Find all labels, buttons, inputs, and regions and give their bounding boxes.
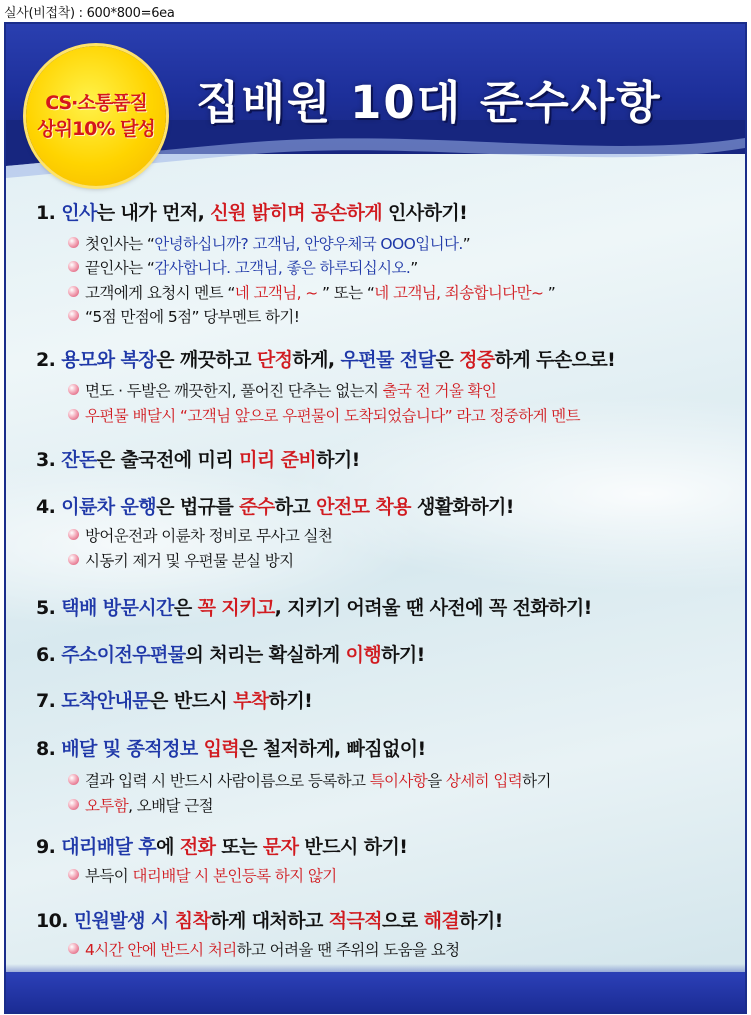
text-segment: 택배 방문시간 [61, 597, 174, 619]
text-segment: 꼭 지키고 [197, 597, 275, 619]
text-segment: 반드시 하기! [298, 836, 408, 858]
text-segment: 는 내가 먼저, [96, 202, 211, 224]
text-segment: 용모와 복장 [61, 349, 157, 371]
rule-9-detail [68, 864, 337, 886]
rule-heading-9 [36, 832, 407, 859]
text-segment: 하고 [274, 496, 317, 518]
text-segment: 안전모 착용 [316, 496, 411, 518]
pink-bullet-icon [68, 384, 79, 395]
text-segment: 네 고객님, ~ [234, 284, 322, 302]
poster-title: 집배원 10대 준수사항 [196, 76, 662, 129]
text-segment: 은 [173, 597, 198, 619]
text-segment: “5점 만점에 5점” 당부멘트 하기! [85, 308, 300, 326]
text-segment: 안녕하십니까? 고객님, 안양우체국 OOO입니다. [154, 235, 463, 253]
rule-10-detail [68, 938, 459, 960]
text-segment: 문자 [262, 836, 299, 858]
text-segment: 네 고객님, 죄송합니다만~ [374, 284, 548, 302]
text-segment: 출국 전 거울 확인 [382, 382, 497, 400]
text-segment: 인사 [61, 202, 97, 224]
text-segment: 이행 [345, 644, 382, 666]
text-segment: 전화 [179, 836, 216, 858]
text-segment: ” 또는 “ [321, 284, 375, 302]
poster [4, 22, 747, 1014]
text-segment: 은 출국전에 미리 [96, 449, 240, 471]
rule-2-detail [68, 404, 580, 426]
rule-heading-2 [36, 345, 615, 372]
rule-heading-10 [36, 906, 503, 933]
rule-2-detail [68, 379, 496, 401]
text-segment: 부착 [233, 690, 269, 712]
text-segment: 끝인사는 “ [85, 259, 155, 277]
pink-bullet-icon [68, 310, 79, 321]
text-segment: 인사하기! [382, 202, 468, 224]
rule-heading-7 [36, 686, 312, 713]
text-segment: 방어운전과 이륜차 정비로 무사고 실천 [85, 527, 333, 545]
text-segment: 으로 [382, 910, 424, 932]
pink-bullet-icon [68, 529, 79, 540]
text-segment: , 지키기 어려울 땐 사전에 꼭 전화하기! [274, 597, 592, 619]
text-segment: 8. [36, 738, 62, 760]
pink-bullet-icon [68, 554, 79, 565]
pink-bullet-icon [68, 943, 79, 954]
text-segment: 하기! [459, 910, 503, 932]
text-segment: 하게, [292, 349, 341, 371]
text-segment: 생활화하기! [410, 496, 514, 518]
text-segment: 이륜차 운행 [61, 496, 157, 518]
footer-band [6, 972, 745, 1012]
text-segment: 도착안내문 [61, 690, 151, 712]
text-segment: 부득이 [85, 867, 133, 885]
rule-heading-1 [36, 198, 467, 225]
text-segment: 의 처리는 확실하게 [185, 644, 346, 666]
text-segment: 결과 입력 시 반드시 사람이름으로 등록하고 [85, 772, 370, 790]
text-segment: 우편물 전달 [340, 349, 436, 371]
text-segment: 잔돈 [61, 449, 97, 471]
text-segment: 하기 [522, 772, 551, 790]
badge-line-2: 상위10% 달성 [37, 118, 155, 140]
pink-bullet-icon [68, 237, 79, 248]
text-segment: 또는 [215, 836, 263, 858]
text-segment: 신원 밝히며 공손하게 [210, 202, 383, 224]
pink-bullet-icon [68, 409, 79, 420]
text-segment: , 오배달 근절 [128, 797, 213, 815]
text-segment: 하게 두손으로! [494, 349, 616, 371]
text-segment: 시동키 제거 및 우편물 분실 방지 [85, 552, 294, 570]
text-segment: 민원발생 시 [73, 910, 175, 932]
text-segment: 은 법규를 [156, 496, 240, 518]
text-segment: ” [410, 259, 418, 277]
text-segment: 7. [36, 690, 62, 712]
text-segment: 대리배달 후 [61, 836, 157, 858]
text-segment: 해결 [423, 910, 460, 932]
text-segment: ” [547, 284, 556, 302]
rules-list [6, 24, 745, 1012]
text-segment: 3. [36, 449, 62, 471]
badge-line-1: CS·소통품질 [45, 92, 147, 114]
text-segment: 하기! [316, 449, 360, 471]
text-segment: 첫인사는 “ [85, 235, 155, 253]
pink-bullet-icon [68, 774, 79, 785]
pink-bullet-icon [68, 286, 79, 297]
print-spec-caption: 실사(비접착) : 600*800=6ea [4, 6, 175, 21]
rule-1-detail [68, 232, 470, 254]
rule-1-detail [68, 281, 555, 303]
rule-1-detail [68, 305, 299, 327]
text-segment: 은 철저하게, 빠짐없이! [239, 738, 426, 760]
text-segment: 4. [36, 496, 62, 518]
text-segment: 침착 [174, 910, 211, 932]
text-segment: 9. [36, 836, 62, 858]
pink-bullet-icon [68, 869, 79, 880]
pink-bullet-icon [68, 799, 79, 810]
rule-1-detail [68, 256, 418, 278]
text-segment: 은 반드시 [150, 690, 234, 712]
text-segment: 미리 준비 [239, 449, 317, 471]
rule-heading-6 [36, 640, 425, 667]
text-segment: 적극적 [328, 910, 383, 932]
text-segment: 우편물 배달시 “고객님 앞으로 우편물이 도착되었습니다” 라고 정중하게 멘트 [85, 407, 581, 425]
text-segment: 6. [36, 644, 62, 666]
text-segment: 을 [427, 772, 446, 790]
text-segment: 입력 [203, 738, 240, 760]
text-segment: 특이사항 [369, 772, 428, 790]
text-segment: 하고 어려울 땐 주위의 도움을 요청 [236, 941, 460, 959]
text-segment: 5. [36, 597, 62, 619]
text-segment: 단정 [256, 349, 293, 371]
text-segment: ” [462, 235, 471, 253]
rule-4-detail [68, 524, 332, 546]
rule-heading-4 [36, 492, 514, 519]
text-segment: 1. [36, 202, 62, 224]
text-segment: 에 [156, 836, 180, 858]
text-segment: 감사합니다. 고객님, 좋은 하루되십시오. [154, 259, 411, 277]
text-segment: 주소이전우편물 [61, 644, 186, 666]
rule-heading-5 [36, 593, 592, 620]
text-segment: 하게 대처하고 [210, 910, 329, 932]
rule-8-detail [68, 769, 551, 791]
text-segment: 오투함 [85, 797, 129, 815]
text-segment: 배달 및 종적정보 [61, 738, 204, 760]
text-segment: 하기! [268, 690, 313, 712]
text-segment: 하기! [381, 644, 425, 666]
rule-heading-3 [36, 445, 360, 472]
pink-bullet-icon [68, 261, 79, 272]
text-segment: 대리배달 시 본인등록 하지 않기 [132, 867, 337, 885]
text-segment: 면도 · 두발은 깨끗한지, 풀어진 단추는 없는지 [85, 382, 383, 400]
rule-4-detail [68, 549, 294, 571]
text-segment: 정중 [459, 349, 495, 371]
text-segment: 은 [435, 349, 460, 371]
rule-heading-8 [36, 734, 426, 761]
text-segment: 4시간 안에 반드시 처리 [85, 941, 237, 959]
text-segment: 준수 [239, 496, 275, 518]
text-segment: 10. [36, 910, 74, 932]
text-segment: 2. [36, 349, 62, 371]
text-segment: 고객에게 요청시 멘트 “ [85, 284, 235, 302]
text-segment: 은 깨끗하고 [156, 349, 257, 371]
rule-8-detail [68, 794, 213, 816]
text-segment: 상세히 입력 [445, 772, 523, 790]
